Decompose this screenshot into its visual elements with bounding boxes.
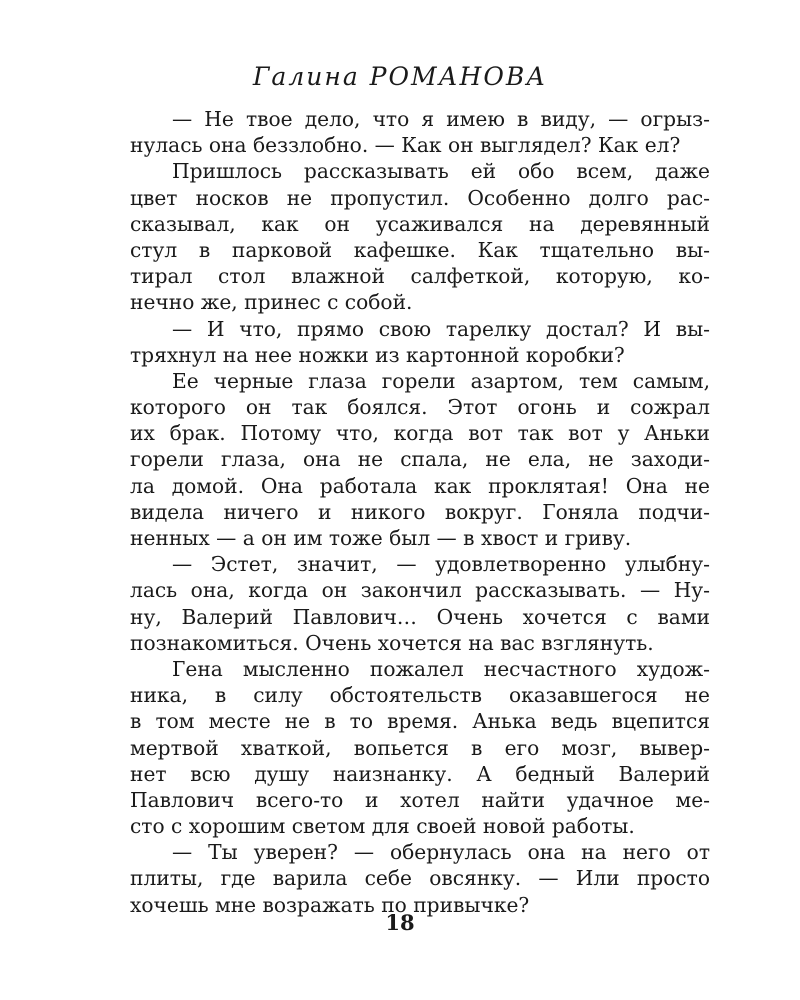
- text-line: нулась она беззлобно. — Как он выглядел? Как ел?: [130, 133, 681, 158]
- text-line: в том месте не в то время. Анька ведь вцепится: [130, 709, 710, 734]
- text-line: Гена мысленно пожалел несчастного худож-: [172, 656, 710, 681]
- text-line: сто с хорошим светом для своей новой работы.: [130, 814, 635, 839]
- text-line: — Не твое дело, что я имею в виду, — огрыз-: [172, 107, 710, 131]
- text-line: ну, Валерий Павлович… Очень хочется с вами: [130, 604, 710, 629]
- text-line: Ее черные глаза горели азартом, тем самым,: [172, 368, 710, 393]
- text-line: Павлович всего-то и хотел найти удачное ме-: [130, 787, 710, 812]
- text-line: стул в парковой кафешке. Как тщательно вы-: [130, 237, 710, 262]
- text-line: Пришлось рассказывать ей обо всем, даже: [172, 159, 710, 184]
- text-line: познакомиться. Очень хочется на вас взглянуть.: [130, 630, 654, 655]
- text-line: их брак. Потому что, когда вот так вот у Аньки: [130, 421, 710, 446]
- text-line: нечно же, принес с собой.: [130, 290, 413, 315]
- page-number: 18: [385, 910, 415, 935]
- text-line: нет всю душу наизнанку. А бедный Валерий: [130, 761, 710, 786]
- running-head: Галина РОМАНОВА: [252, 62, 548, 91]
- text-line: — Эстет, значит, — удовлетворенно улыбну-: [172, 552, 710, 577]
- text-line: мертвой хваткой, вопьется в его мозг, вывер-: [130, 735, 710, 760]
- text-line: цвет носков не пропустил. Особенно долго рас-: [130, 185, 710, 210]
- text-line: горели глаза, она не спала, не ела, не заходи-: [130, 447, 710, 472]
- text-line: которого он так боялся. Этот огонь и сожрал: [130, 395, 710, 420]
- text-line: тряхнул на нее ножки из картонной коробки?: [130, 342, 625, 367]
- text-line: лась она, когда он закончил рассказывать. — Ну-: [130, 578, 710, 603]
- text-line: ника, в силу обстоятельств оказавшегося не: [130, 683, 710, 708]
- text-line: видела ничего и никого вокруг. Гоняла подчи-: [130, 499, 710, 524]
- text-line: ненных — а он им тоже был — в хвост и гриву.: [130, 526, 632, 550]
- text-line: — Ты уверен? — обернулась она на него от: [172, 840, 710, 865]
- body-text: [130, 106, 710, 918]
- text-line: сказывал, как он усаживался на деревянный: [130, 211, 710, 236]
- text-line: — И что, прямо свою тарелку достал? И вы-: [172, 316, 710, 341]
- text-line: тирал стол влажной салфеткой, которую, ко-: [130, 264, 710, 289]
- text-line: ла домой. Она работала как проклятая! Она не: [130, 473, 710, 498]
- text-line: плиты, где варила себе овсянку. — Или просто: [130, 866, 710, 891]
- text-line: хочешь мне возражать по привычке?: [130, 892, 530, 917]
